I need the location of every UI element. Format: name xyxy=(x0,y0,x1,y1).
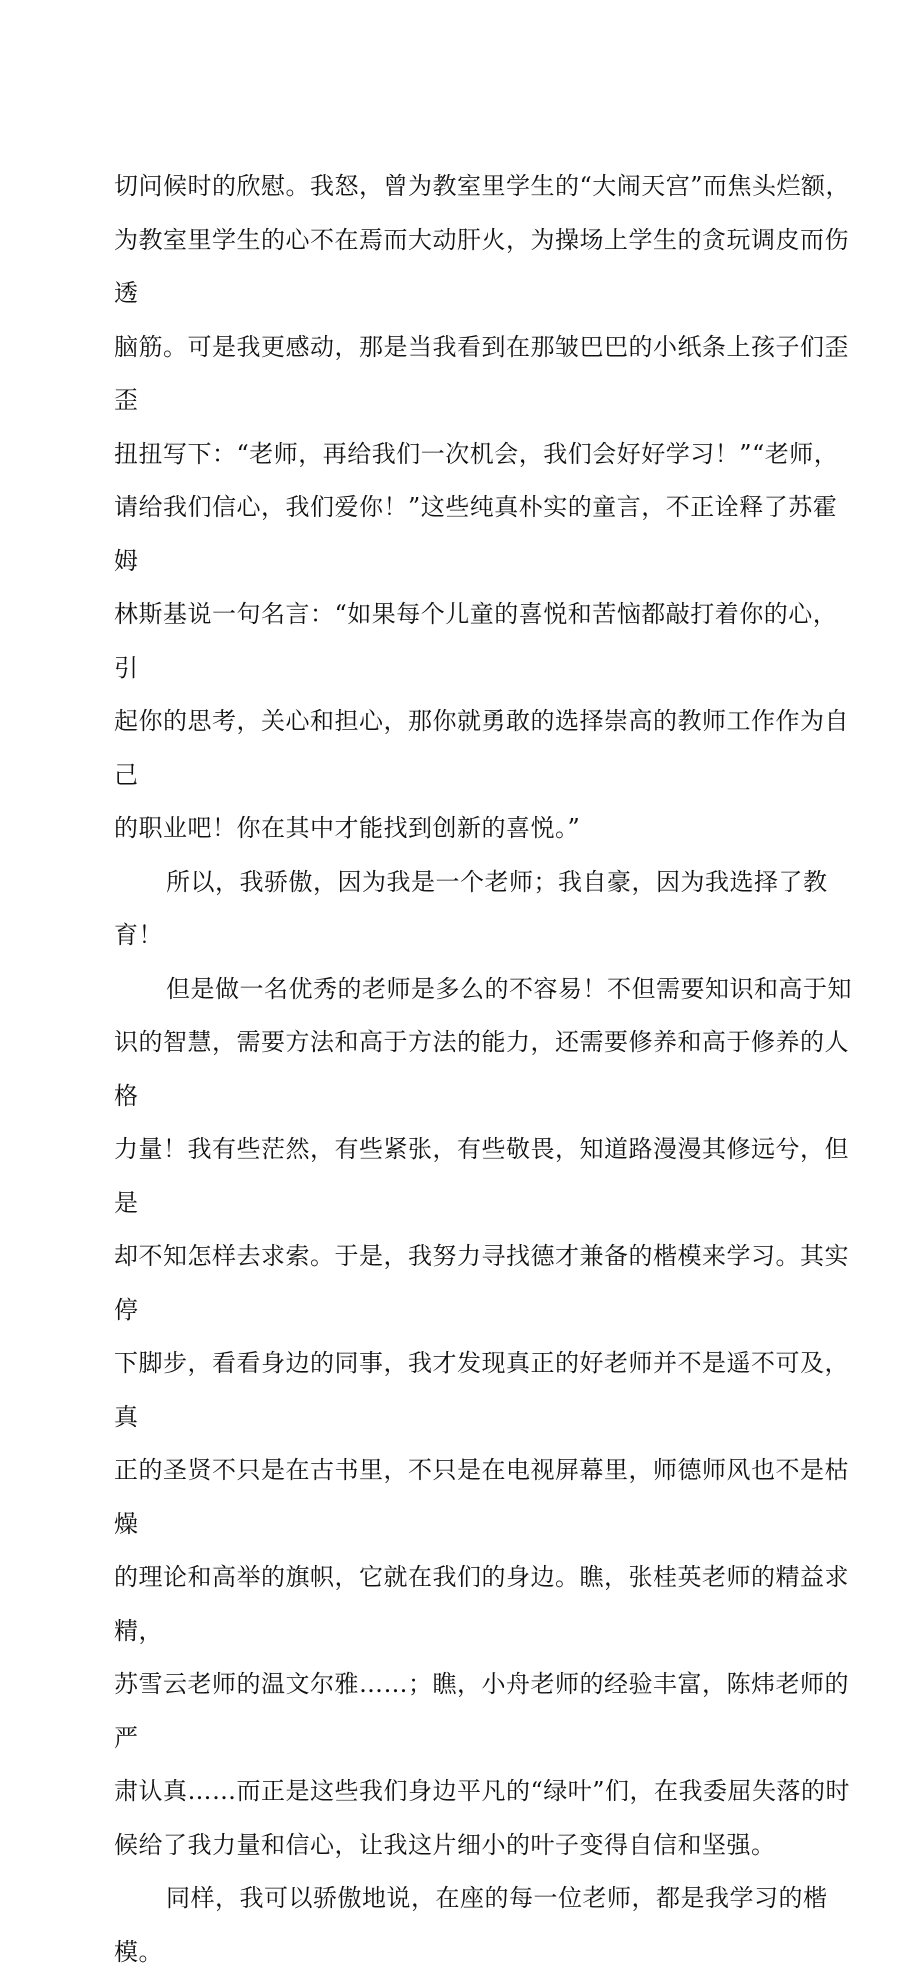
text-line: 候给了我力量和信心，让我这片细小的叶子变得自信和坚强。 xyxy=(114,1830,776,1859)
text-line: 所以，我骄傲，因为我是一个老师；我自豪，因为我选择了教育！ xyxy=(114,867,828,949)
text-line: 力量！我有些茫然，有些紧张，有些敬畏，知道路漫漫其修远兮，但是 xyxy=(114,1135,849,1217)
text-line: 但是做一名优秀的老师是多么的不容易！不但需要知识和高于知 xyxy=(166,974,852,1003)
text-line: 扭扭写下：“老师，再给我们一次机会，我们会好好学习！”“老师， xyxy=(114,439,839,468)
text-line: 正的圣贤不只是在古书里，不只是在电视屏幕里，师德师风也不是枯燥 xyxy=(114,1456,849,1538)
text-line: 的职业吧！你在其中才能找到创新的喜悦。” xyxy=(114,814,581,842)
text-line: 的理论和高举的旗帜，它就在我们的身边。瞧，张桂英老师的精益求精， xyxy=(114,1563,849,1645)
paragraph-4 xyxy=(114,1872,854,1979)
text-line: 林斯基说一句名言：“如果每个儿童的喜悦和苦恼都敲打着你的心，引 xyxy=(114,600,838,682)
text-line: 起你的思考，关心和担心，那你就勇敢的选择崇高的教师工作作为自己 xyxy=(114,707,849,789)
text-line: 苏雪云老师的温文尔雅……；瞧，小舟老师的经验丰富，陈炜老师的严 xyxy=(114,1670,849,1752)
paragraph-2 xyxy=(114,856,854,963)
document-body xyxy=(114,160,854,1979)
paragraph-1 xyxy=(114,160,854,856)
text-line: 为教室里学生的心不在焉而大动肝火，为操场上学生的贪玩调皮而伤透 xyxy=(114,225,849,307)
text-line: 请给我们信心，我们爱你！”这些纯真朴实的童言，不正诠释了苏霍姆 xyxy=(114,493,838,575)
paragraph-3 xyxy=(114,963,854,1873)
text-line: 切问候时的欣慰。我怒，曾为教室里学生的“大闹天宫”而焦头烂额， xyxy=(114,172,851,200)
text-line: 脑筋。可是我更感动，那是当我看到在那皱巴巴的小纸条上孩子们歪歪 xyxy=(114,332,849,414)
text-line: 识的智慧，需要方法和高于方法的能力，还需要修养和高于修养的人格 xyxy=(114,1028,849,1110)
text-line: 却不知怎样去求索。于是，我努力寻找德才兼备的楷模来学习。其实停 xyxy=(114,1242,849,1324)
text-line: 下脚步，看看身边的同事，我才发现真正的好老师并不是遥不可及，真 xyxy=(114,1349,849,1431)
text-line: 肃认真……而正是这些我们身边平凡的“绿叶”们，在我委屈失落的时 xyxy=(114,1777,851,1805)
text-line: 同样，我可以骄傲地说，在座的每一位老师，都是我学习的楷模。 xyxy=(114,1884,828,1966)
